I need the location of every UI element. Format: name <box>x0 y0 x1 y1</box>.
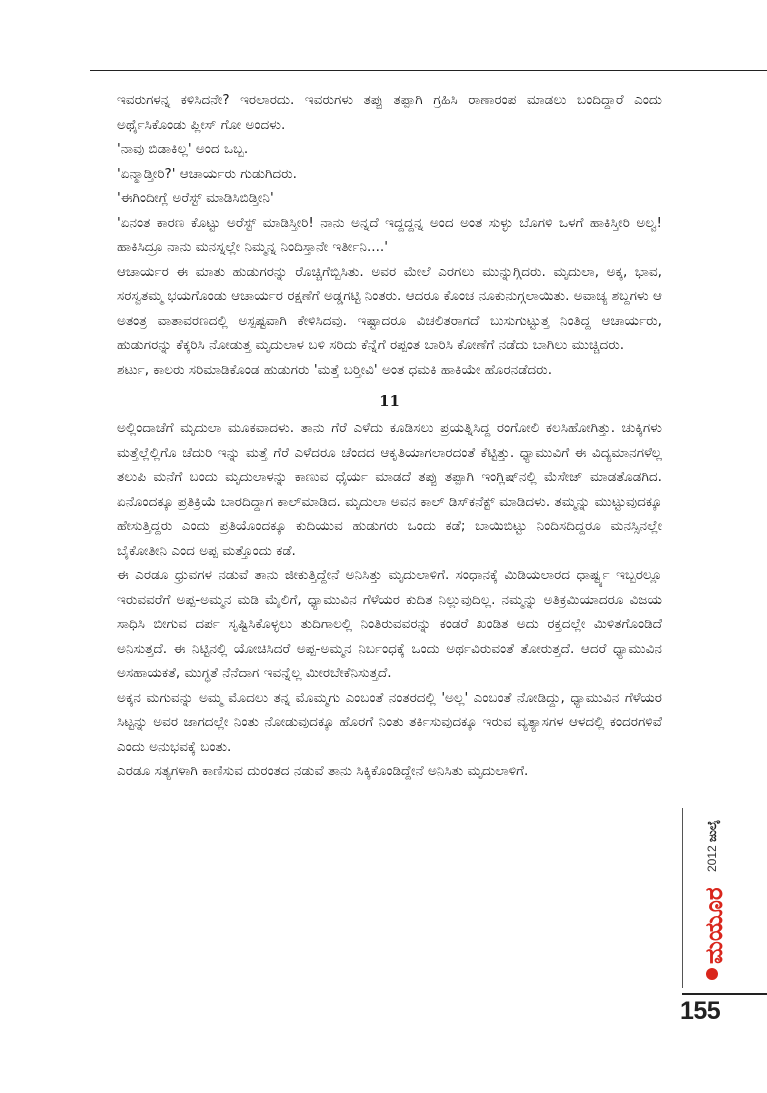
paragraph: 'ಏನಂತ ಕಾರಣ ಕೊಟ್ಟು ಅರೆಸ್ಟ್ ಮಾಡಿಸ್ತೀರಿ! ನಾನು ಅನ್ನದೆ ಇದ್ದದ್ದನ್ನ ಅಂದ ಅಂತ ಸುಳ್ಳು ಬೊಗಳಿ ಒಳಗೆ ಹಾಕಿಸ್ತೀರಿ ಅಲ್ವ! ಹಾಕಿಸಿದ್ರೂ ನಾನು ಮನಸ್ನಲ್ಲೇ ನಿಮ್ಮನ್ನ ನಿಂದಿಸ್ತಾನೇ ಇರ್ತೀನಿ....' <box>117 214 662 255</box>
paragraph: 'ಏನ್ಮಾಡ್ತೀರಿ?' ಆಚಾರ್ಯರು ಗುಡುಗಿದರು. <box>117 165 297 182</box>
paragraph: ಇವರುಗಳನ್ನ ಕಳಿಸಿದನೇ? ಇರಲಾರದು. ಇವರುಗಳು ತಪ್ಪು ತಪ್ಪಾಗಿ ಗ್ರಹಿಸಿ ರಾಣಾರಂಪ ಮಾಡಲು ಬಂದಿದ್ದಾರೆ ಎಂದು ಅರ್ಥೈಸಿಕೊಂಡು ಪ್ಲೀಸ್ ಗೋ ಅಂದಳು. <box>117 92 662 133</box>
header-rule <box>90 70 767 71</box>
issue-month: ಜುಲೈ <box>705 819 719 842</box>
page-number: 155 <box>680 997 721 1025</box>
paragraph: ಆಚಾರ್ಯರ ಈ ಮಾತು ಹುಡುಗರನ್ನು ರೊಚ್ಚಿಗೆಬ್ಬಿಸಿತು. ಅವರ ಮೇಲೆ ಎರಗಲು ಮುನ್ನುಗ್ಗಿದರು. ಮೃದುಲಾ, ಅಕ್ಕ, ಭಾವ, ಸರಸ್ವತಮ್ಮ ಭಯಗೊಂಡು ಆಚಾರ್ಯರ ರಕ್ಷಣೆಗೆ ಅಡ್ಡಗಟ್ಟಿ ನಿಂತರು. ಆದರೂ ಕೊಂಚ ನೂಕುನುಗ್ಗಲಾಯಿತು. ಅವಾಚ್ಯ ಶಬ್ದಗಳು ಆ ಅತಂತ್ರ ವಾತಾವರಣದಲ್ಲಿ ಅಸ್ಪಷ್ಟವಾಗಿ ಕೇಳಿಸಿದವು. ಇಷ್ಟಾದರೂ ವಿಚಲಿತರಾಗದೆ ಬುಸುಗುಟ್ಟುತ್ತ ನಿಂತಿದ್ದ ಆಚಾರ್ಯರು, ಹುಡುಗರನ್ನು ಕೆಕ್ಕರಿಸಿ ನೋಡುತ್ತ ಮೃದುಲಾಳ ಬಳಿ ಸರಿದು ಕೆನ್ನೆಗೆ ರಪ್ಪಂತ ಬಾರಿಸಿ ಕೋಣೆಗೆ ನಡೆದು ಬಾಗಿಲು ಮುಚ್ಚಿದರು. <box>117 263 662 353</box>
page-body <box>117 88 662 784</box>
issue-date <box>694 812 730 874</box>
paragraph: 'ಈಗಿಂದೀಗ್ಲೆ ಅರೆಸ್ಟ್ ಮಾಡಿಸಿಬಿಡ್ತೀನಿ' <box>117 190 274 206</box>
paragraph: ಅಕ್ಕನ ಮಗುವನ್ನು ಅಮ್ಮ ಮೊದಲು ತನ್ನ ಮೊಮ್ಮಗು ಎಂಬಂತೆ ನಂತರದಲ್ಲಿ 'ಅಲ್ಲ' ಎಂಬಂತೆ ನೋಡಿದ್ದು, ಧ್ಯಾಮುವಿನ ಗೆಳೆಯರ ಸಿಟ್ಟನ್ನು ಅವರ ಜಾಗದಲ್ಲೇ ನಿಂತು ನೋಡುವುದಕ್ಕೂ ಹೊರಗೆ ನಿಂತು ತರ್ಕಿಸುವುದಕ್ಕೂ ಇರುವ ವ್ಯತ್ಯಾಸಗಳ ಆಳದಲ್ಲಿ ಕಂದರಗಳಿವೆ ಎಂದು ಅನುಭವಕ್ಕೆ ಬಂತು. <box>117 689 662 755</box>
paragraph: ಶರ್ಟು, ಕಾಲರು ಸರಿಮಾಡಿಕೊಂಡ ಹುಡುಗರು 'ಮತ್ತೆ ಬರ್‍ತೀವಿ' ಅಂತ ಧಮಕಿ ಹಾಕಿಯೇ ಹೊರನಡೆದರು. <box>117 361 553 378</box>
paragraph: 'ನಾವು ಬಿಡಾಕಿಲ್ಲ' ಅಂದ ಒಬ್ಬ. <box>117 141 249 157</box>
paragraph: ಅಲ್ಲಿಂದಾಚೆಗೆ ಮೃದುಲಾ ಮೂಕವಾದಳು. ತಾನು ಗೆರೆ ಎಳೆದು ಕೂಡಿಸಲು ಪ್ರಯತ್ನಿಸಿದ್ದ ರಂಗೋಲಿ ಕಲಸಿಹೋಗಿತ್ತು. ಚುಕ್ಕಿಗಳು ಮತ್ತೆಲ್ಲೆಲ್ಲಿಗೊ ಚೆದುರಿ ಇನ್ನು ಮತ್ತೆ ಗೆರೆ ಎಳೆದರೂ ಚೆಂದದ ಆಕೃತಿಯಾಗಲಾರದಂತೆ ಕೆಟ್ಟಿತ್ತು. ಧ್ಯಾಮುವಿಗೆ ಈ ವಿದ್ಯಮಾನಗಳೆಲ್ಲ ತಲುಪಿ ಮನೆಗೆ ಬಂದು ಮೃದುಲಾಳನ್ನು ಕಾಣುವ ಧೈರ್ಯ ಮಾಡದೆ ತಪ್ಪು ತಪ್ಪಾಗಿ ಇಂಗ್ಲಿಷ್‌ನಲ್ಲಿ ಮೆಸೇಜ್ ಮಾಡತೊಡಗಿದ. ಏನೊಂದಕ್ಕೂ ಪ್ರತಿಕ್ರಿಯೆ ಬಾರದಿದ್ದಾಗ ಕಾಲ್‌ಮಾಡಿದ. ಮೃದುಲಾ ಅವನ ಕಾಲ್ ಡಿಸ್‌ಕನೆಕ್ಟ್ ಮಾಡಿದಳು. ತಮ್ಮನ್ನು ಮುಟ್ಟುವುದಕ್ಕೂ ಹೇಸುತ್ತಿದ್ದರು ಎಂದು ಪ್ರತಿಯೊಂದಕ್ಕೂ ಕುದಿಯುವ ಹುಡುಗರು ಒಂದು ಕಡೆ; ಬಾಯಿಬಿಟ್ಟು ನಿಂದಿಸದಿದ್ದರೂ ಮನಸ್ಸಿನಲ್ಲೇ ಬೈಕೋತೀನಿ ಎಂದ ಅಪ್ಪ ಮತ್ತೊಂದು ಕಡೆ. <box>117 420 662 559</box>
issue-year: 2012 <box>705 845 719 872</box>
chapter-number: 11 <box>379 392 400 410</box>
paragraph: ಎರಡೂ ಸತ್ಯಗಳಾಗಿ ಕಾಣಿಸುವ ದುರಂತದ ನಡುವೆ ತಾನು ಸಿಕ್ಕಿಕೊಂಡಿದ್ದೇನೆ ಅನಿಸಿತು ಮೃದುಲಾಳಿಗೆ. <box>117 763 529 779</box>
footer-rule <box>682 993 767 995</box>
magazine-logo <box>694 882 730 982</box>
margin-rule <box>682 808 683 988</box>
magazine-name: ಮಯೂರ <box>700 887 728 964</box>
logo-dot <box>706 968 718 980</box>
paragraph: ಈ ಎರಡೂ ಧ್ರುವಗಳ ನಡುವೆ ತಾನು ಜೀಕುತ್ತಿದ್ದೇನೆ ಅನಿಸಿತ್ತು ಮೃದುಲಾಳಿಗೆ. ಸಂಧಾನಕ್ಕೆ ಮಿಡಿಯಲಾರದ ಧಾರ್ಷ್ಟ್ಯ ಇಬ್ಬರಲ್ಲೂ ಇರುವವರೆಗೆ ಅಪ್ಪ-ಅಮ್ಮನ ಮಡಿ ಮೈಲಿಗೆ, ಧ್ಯಾಮುವಿನ ಗೆಳೆಯರ ಕುದಿತ ನಿಲ್ಲುವುದಿಲ್ಲ. ನಮ್ಮನ್ನು ಅತಿಕ್ರಮಿಯಾದರೂ ವಿಜಯ ಸಾಧಿಸಿ ಬೀಗುವ ದರ್ಪ ಸೃಷ್ಟಿಸಿಕೊಳ್ಳಲು ತುದಿಗಾಲಲ್ಲಿ ನಿಂತಿರುವವರನ್ನು ಕಂಡರೆ ಖಂಡಿತ ಅದು ರಕ್ತದಲ್ಲೇ ಮಿಳಿತಗೊಂಡಿದೆ ಅನಿಸುತ್ತದೆ. ಈ ನಿಟ್ಟಿನಲ್ಲಿ ಯೋಚಿಸಿದರೆ ಅಪ್ಪ-ಅಮ್ಮನ ನಿರ್ಬಂಧಕ್ಕೆ ಒಂದು ಅರ್ಥವಿರುವಂತೆ ತೋರುತ್ತದೆ. ಆದರೆ ಧ್ಯಾಮುವಿನ ಅಸಹಾಯಕತೆ, ಮುಗ್ಧತೆ ನೆನೆದಾಗ ಇವನ್ನೆಲ್ಲ ಮೀರಬೇಕೆನಿಸುತ್ತದೆ. <box>117 567 662 681</box>
